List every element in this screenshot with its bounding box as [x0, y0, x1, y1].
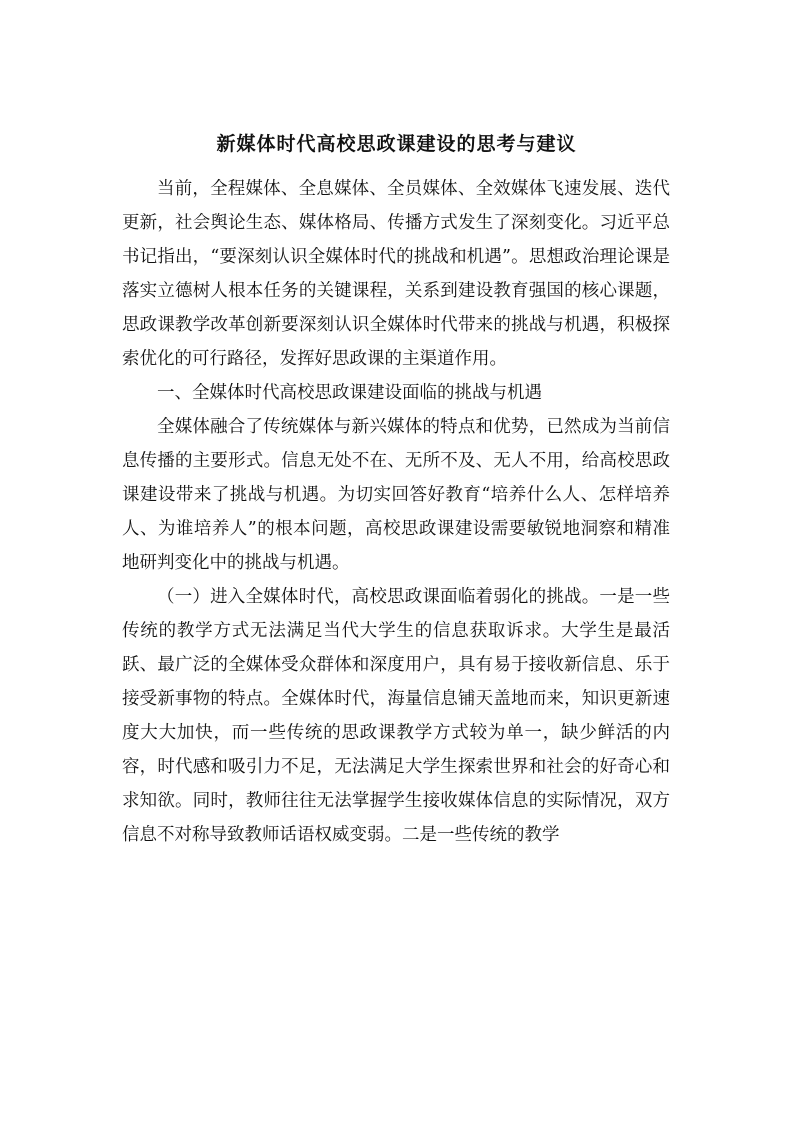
section-paragraph: 全媒体融合了传统媒体与新兴媒体的特点和优势，已然成为当前信息传播的主要形式。信息无处不在、无所不及、无人不用，给高校思政课建设带来了挑战与机遇。为切实回答好教育“培养什么人、怎样培养人、为谁培养人”的根本问题，高校思政课建设需要敏锐地洞察和精准地研判变化中的挑战与机遇。	[122, 417, 670, 573]
document-body	[122, 172, 670, 852]
subsection-paragraph: （一）进入全媒体时代，高校思政课面临着弱化的挑战。一是一些传统的教学方式无法满足当代大学生的信息获取诉求。大学生是最活跃、最广泛的全媒体受众群体和深度用户，具有易于接收新信息、乐于接受新事物的特点。全媒体时代，海量信息铺天盖地而来，知识更新速度大大加快，而一些传统的思政课教学方式较为单一，缺少鲜活的内容，时代感和吸引力不足，无法满足大学生探索世界和社会的好奇心和求知欲。同时，教师往往无法掌握学生接收媒体信息的实际情况，双方信息不对称导致教师话语权威变弱。二是一些传统的教学	[122, 587, 670, 845]
page-title: 新媒体时代高校思政课建设的思考与建议	[216, 133, 577, 155]
section-heading: 一、全媒体时代高校思政课建设面临的挑战与机遇	[157, 383, 542, 403]
intro-paragraph: 当前，全程媒体、全息媒体、全员媒体、全效媒体飞速发展、迭代更新，社会舆论生态、媒体格局、传播方式发生了深刻变化。习近平总书记指出，“要深刻认识全媒体时代的挑战和机遇”。思想政治理论课是落实立德树人根本任务的关键课程，关系到建设教育强国的核心课题，思政课教学改革创新要深刻认识全媒体时代带来的挑战与机遇，积极探索优化的可行路径，发挥好思政课的主渠道作用。	[122, 179, 670, 369]
